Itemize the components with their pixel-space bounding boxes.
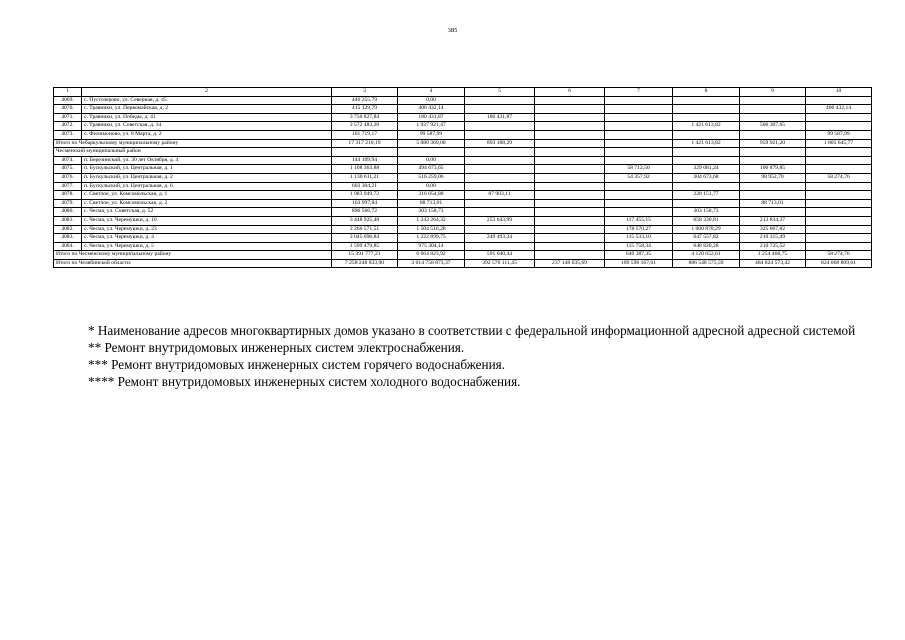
amount-cell: [740, 105, 806, 114]
amount-cell: 516 259,06: [398, 173, 465, 182]
column-number-cell: 3: [332, 88, 398, 97]
row-number-cell: 4082.: [54, 225, 82, 234]
amount-cell: 446 255,79: [332, 96, 398, 105]
row-number-cell: 4071.: [54, 113, 82, 122]
amount-cell: [806, 148, 872, 157]
table-row: [54, 242, 872, 251]
amount-cell: [465, 208, 535, 217]
amount-cell: [740, 96, 806, 105]
amount-cell: [535, 242, 605, 251]
table-header-row: [54, 88, 872, 97]
amount-cell: 896 566,72: [332, 208, 398, 217]
address-cell: с. Чесма, ул. Черемушки, д. 5: [82, 242, 332, 251]
amount-cell: [535, 130, 605, 139]
table-row: [54, 96, 872, 105]
amount-cell: 1 927 921,47: [398, 122, 465, 131]
amount-cell: 0,00: [398, 182, 465, 191]
amount-cell: 959 921,20: [740, 139, 806, 148]
amount-cell: 303 158,73: [673, 208, 740, 217]
table-summary-row: [54, 259, 872, 268]
amount-cell: [806, 156, 872, 165]
footnote: * Наименование адресов многоквартирных домов указано в соответствии с федеральной информационной адресной адресной системой: [88, 323, 856, 338]
table-row: [54, 199, 872, 208]
column-number-cell: 2: [82, 88, 332, 97]
amount-cell: 2 572 483,20: [332, 122, 398, 131]
amount-cell: 975 304,14: [398, 242, 465, 251]
amount-cell: 1 504 516,28: [398, 225, 465, 234]
table-body: [54, 88, 872, 268]
row-number-cell: 4077.: [54, 182, 82, 191]
column-number-cell: 7: [605, 88, 673, 97]
amount-cell: [535, 173, 605, 182]
row-number-cell: 4069.: [54, 96, 82, 105]
amount-cell: 647 557,82: [673, 234, 740, 243]
amount-cell: 99 587,99: [806, 130, 872, 139]
amount-cell: [605, 148, 673, 157]
table-row: [54, 130, 872, 139]
amount-cell: [465, 156, 535, 165]
amount-cell: [673, 96, 740, 105]
amount-cell: 658 330,81: [673, 216, 740, 225]
amount-cell: 180 431,87: [398, 113, 465, 122]
amount-cell: [605, 139, 673, 148]
amount-cell: 17 317 210,19: [332, 139, 398, 148]
amount-cell: 7 258 248 833,90: [332, 259, 398, 268]
amount-cell: [806, 216, 872, 225]
amount-cell: 54 357,92: [605, 173, 673, 182]
amount-cell: 144 109,94: [332, 156, 398, 165]
table-row: [54, 105, 872, 114]
table-summary-row: [54, 139, 872, 148]
amount-cell: [465, 148, 535, 157]
amount-cell: [535, 199, 605, 208]
column-number-cell: 9: [740, 88, 806, 97]
amount-cell: [605, 96, 673, 105]
amount-cell: 325 067,82: [740, 225, 806, 234]
amount-cell: 5 080 369,08: [398, 139, 465, 148]
amount-cell: [673, 148, 740, 157]
amount-cell: [740, 182, 806, 191]
row-number-cell: 4070.: [54, 105, 82, 114]
page-number: 385: [447, 27, 458, 34]
row-label-cell: Итого по Чебаркульскому муниципальному району: [54, 139, 332, 148]
amount-cell: [806, 122, 872, 131]
row-number-cell: 4072.: [54, 122, 82, 131]
amount-cell: 303 158,73: [398, 208, 465, 217]
amount-cell: [605, 199, 673, 208]
amount-cell: [535, 225, 605, 234]
amount-cell: 3 448 925,48: [332, 216, 398, 225]
amount-cell: 415 129,79: [332, 105, 398, 114]
amount-cell: [465, 165, 535, 174]
amount-cell: 210 315,49: [740, 234, 806, 243]
amount-cell: [535, 156, 605, 165]
amount-cell: [806, 199, 872, 208]
amount-cell: 1 983 949,72: [332, 191, 398, 200]
address-cell: п. Березинский, ул. 30 лет Октября, д. 4: [82, 156, 332, 165]
table-row: [54, 234, 872, 243]
amount-cell: [740, 130, 806, 139]
amount-cell: 15 391 777,21: [332, 251, 398, 260]
amount-cell: 494 673,65: [398, 165, 465, 174]
amount-cell: [806, 182, 872, 191]
amount-cell: 115 533,10: [605, 234, 673, 243]
amount-cell: 392 570 111,45: [465, 259, 535, 268]
amount-cell: 640 387,35: [605, 251, 673, 260]
amount-cell: [806, 225, 872, 234]
footnote: ** Ремонт внутридомовых инженерных систем электроснабжения.: [88, 340, 465, 355]
address-cell: с. Чесма, ул. Черемушки, д. 10: [82, 216, 332, 225]
amount-cell: [740, 113, 806, 122]
amount-cell: 106 879,85: [740, 165, 806, 174]
address-cell: п. Бускульский, ул. Центральная, д. 2: [82, 173, 332, 182]
row-number-cell: 4079.: [54, 199, 82, 208]
row-number-cell: 4084.: [54, 242, 82, 251]
amount-cell: [465, 199, 535, 208]
amount-cell: [535, 113, 605, 122]
row-number-cell: 4075.: [54, 165, 82, 174]
table-row: [54, 182, 872, 191]
address-cell: с. Чесма, ул. Черемушки, д. 23: [82, 225, 332, 234]
amount-cell: 2 266 571,51: [332, 225, 398, 234]
amount-cell: [806, 242, 872, 251]
amount-cell: [605, 156, 673, 165]
row-label-cell: Чесменский муниципальный район: [54, 148, 332, 157]
amount-cell: 1 421 613,82: [673, 122, 740, 131]
amount-cell: [535, 139, 605, 148]
amount-cell: 1 243 264,32: [398, 216, 465, 225]
amount-cell: 87 903,11: [465, 191, 535, 200]
amount-cell: [605, 191, 673, 200]
amount-cell: [535, 251, 605, 260]
address-cell: с. Филимоново, ул. 8 Марта, д. 2: [82, 130, 332, 139]
address-cell: с. Чесма, ул. Советская, д. 52: [82, 208, 332, 217]
amount-cell: [465, 105, 535, 114]
footnote: *** Ремонт внутридомовых инженерных систем горячего водоснабжения.: [88, 357, 505, 372]
amount-cell: [740, 148, 806, 157]
amount-cell: [535, 96, 605, 105]
amount-cell: [605, 208, 673, 217]
column-number-cell: 10: [806, 88, 872, 97]
amount-cell: [605, 122, 673, 131]
amount-cell: 506 307,65: [740, 122, 806, 131]
table-row: [54, 156, 872, 165]
amount-cell: [465, 182, 535, 191]
amount-cell: [673, 113, 740, 122]
row-number-cell: 4081.: [54, 216, 82, 225]
amount-cell: [673, 130, 740, 139]
amount-cell: 0,00: [398, 96, 465, 105]
amount-cell: 893 188,29: [465, 139, 535, 148]
amount-cell: 1 421 613,82: [673, 139, 740, 148]
amount-cell: [535, 216, 605, 225]
amount-cell: [806, 208, 872, 217]
amount-cell: 88 713,01: [398, 199, 465, 208]
amount-cell: 228 151,77: [673, 191, 740, 200]
amount-cell: [535, 105, 605, 114]
row-number-cell: 4074.: [54, 156, 82, 165]
amount-cell: 180 431,87: [465, 113, 535, 122]
table-row: [54, 225, 872, 234]
amount-cell: 213 834,37: [740, 216, 806, 225]
amount-cell: 6 664 823,92: [398, 251, 465, 260]
table-row: [54, 173, 872, 182]
amount-cell: 3 014 758 873,37: [398, 259, 465, 268]
amount-cell: [535, 191, 605, 200]
table-row: [54, 216, 872, 225]
amount-cell: [535, 165, 605, 174]
amount-cell: [740, 208, 806, 217]
column-number-cell: 8: [673, 88, 740, 97]
amount-cell: 3 750 827,84: [332, 113, 398, 122]
column-number-cell: 4: [398, 88, 465, 97]
amount-cell: 603 304,21: [332, 182, 398, 191]
amount-cell: [673, 182, 740, 191]
table-summary-row: [54, 251, 872, 260]
amount-cell: 189 598 167,61: [605, 259, 673, 268]
amount-cell: 886 548 575,59: [673, 259, 740, 268]
amount-cell: [673, 199, 740, 208]
amount-cell: [465, 130, 535, 139]
amount-cell: 1 805 645,77: [806, 139, 872, 148]
amount-cell: 406 432,14: [398, 105, 465, 114]
address-cell: п. Бускульский, ул. Центральная, д. 1: [82, 165, 332, 174]
repair-table: [53, 87, 872, 268]
amount-cell: [398, 148, 465, 157]
amount-cell: [465, 173, 535, 182]
row-number-cell: 4073.: [54, 130, 82, 139]
amount-cell: 117 455,15: [605, 216, 673, 225]
amount-cell: [535, 208, 605, 217]
table-row: [54, 208, 872, 217]
table-row: [54, 165, 872, 174]
amount-cell: [740, 156, 806, 165]
amount-cell: [535, 234, 605, 243]
table-row: [54, 113, 872, 122]
amount-cell: 2 045 696,84: [332, 234, 398, 243]
amount-cell: 58 712,50: [605, 165, 673, 174]
row-number-cell: 4083.: [54, 234, 82, 243]
row-number-cell: 4076.: [54, 173, 82, 182]
amount-cell: 58 274,76: [806, 251, 872, 260]
amount-cell: 1 130 611,21: [332, 173, 398, 182]
row-label-cell: Итого по Чесменскому муниципальному району: [54, 251, 332, 260]
address-cell: с. Травники, ул. Советская, д. 34: [82, 122, 332, 131]
address-cell: с. Светлое, ул. Комсомольская, д. 2: [82, 199, 332, 208]
amount-cell: [806, 113, 872, 122]
table-row: [54, 191, 872, 200]
address-cell: с. Травники, ул. Победы, д. 41: [82, 113, 332, 122]
amount-cell: [465, 122, 535, 131]
table-summary-row: [54, 148, 872, 157]
amount-cell: [605, 130, 673, 139]
amount-cell: 1 599 479,85: [332, 242, 398, 251]
amount-cell: [332, 148, 398, 157]
amount-cell: [605, 113, 673, 122]
amount-cell: 406 432,14: [806, 105, 872, 114]
address-cell: с. Чесма, ул. Черемушки, д. 4: [82, 234, 332, 243]
amount-cell: 824 068 809,61: [806, 259, 872, 268]
amount-cell: 253 643,99: [465, 216, 535, 225]
amount-cell: 591 040,44: [465, 251, 535, 260]
table-row: [54, 122, 872, 131]
row-label-cell: Итого по Челябинской области:: [54, 259, 332, 268]
amount-cell: 237 148 635,69: [535, 259, 605, 268]
amount-cell: 58 274,76: [806, 173, 872, 182]
column-number-cell: 1: [54, 88, 82, 97]
amount-cell: [673, 105, 740, 114]
amount-cell: [673, 156, 740, 165]
amount-cell: [806, 234, 872, 243]
amount-cell: 99 587,99: [398, 130, 465, 139]
address-cell: с. Травники, ул. Первомайская, д. 2: [82, 105, 332, 114]
amount-cell: 249 493,34: [465, 234, 535, 243]
address-cell: с. Светлое, ул. Комсомольская, д. 1: [82, 191, 332, 200]
amount-cell: 304 673,68: [673, 173, 740, 182]
amount-cell: [605, 182, 673, 191]
amount-cell: 1 222 899,75: [398, 234, 465, 243]
amount-cell: [605, 105, 673, 114]
amount-cell: 98 952,70: [740, 173, 806, 182]
amount-cell: 163 997,84: [332, 199, 398, 208]
amount-cell: 115 758,34: [605, 242, 673, 251]
amount-cell: 88 713,01: [740, 199, 806, 208]
amount-cell: [806, 96, 872, 105]
amount-cell: 484 824 573,42: [740, 259, 806, 268]
amount-cell: [740, 191, 806, 200]
amount-cell: [535, 122, 605, 131]
amount-cell: [465, 242, 535, 251]
address-cell: п. Бускульский, ул. Центральная, д. 6: [82, 182, 332, 191]
amount-cell: 1 108 363,88: [332, 165, 398, 174]
amount-cell: [806, 165, 872, 174]
column-number-cell: 5: [465, 88, 535, 97]
amount-cell: 210 725,52: [740, 242, 806, 251]
amount-cell: [535, 182, 605, 191]
amount-cell: [535, 148, 605, 157]
amount-cell: 178 570,27: [605, 225, 673, 234]
amount-cell: 0,00: [398, 156, 465, 165]
amount-cell: [465, 96, 535, 105]
amount-cell: 316 054,88: [398, 191, 465, 200]
column-number-cell: 6: [535, 88, 605, 97]
row-number-cell: 4080.: [54, 208, 82, 217]
amount-cell: 1 254 468,75: [740, 251, 806, 260]
amount-cell: 648 820,28: [673, 242, 740, 251]
amount-cell: 1 000 878,29: [673, 225, 740, 234]
footnotes: [88, 322, 878, 390]
amount-cell: [465, 225, 535, 234]
address-cell: с. Пустозерово, ул. Северная, д. 45: [82, 96, 332, 105]
amount-cell: 329 081,24: [673, 165, 740, 174]
amount-cell: [806, 191, 872, 200]
row-number-cell: 4078.: [54, 191, 82, 200]
amount-cell: 101 719,17: [332, 130, 398, 139]
footnote: **** Ремонт внутридомовых инженерных систем холодного водоснабжения.: [88, 374, 521, 389]
amount-cell: 4 120 652,61: [673, 251, 740, 260]
